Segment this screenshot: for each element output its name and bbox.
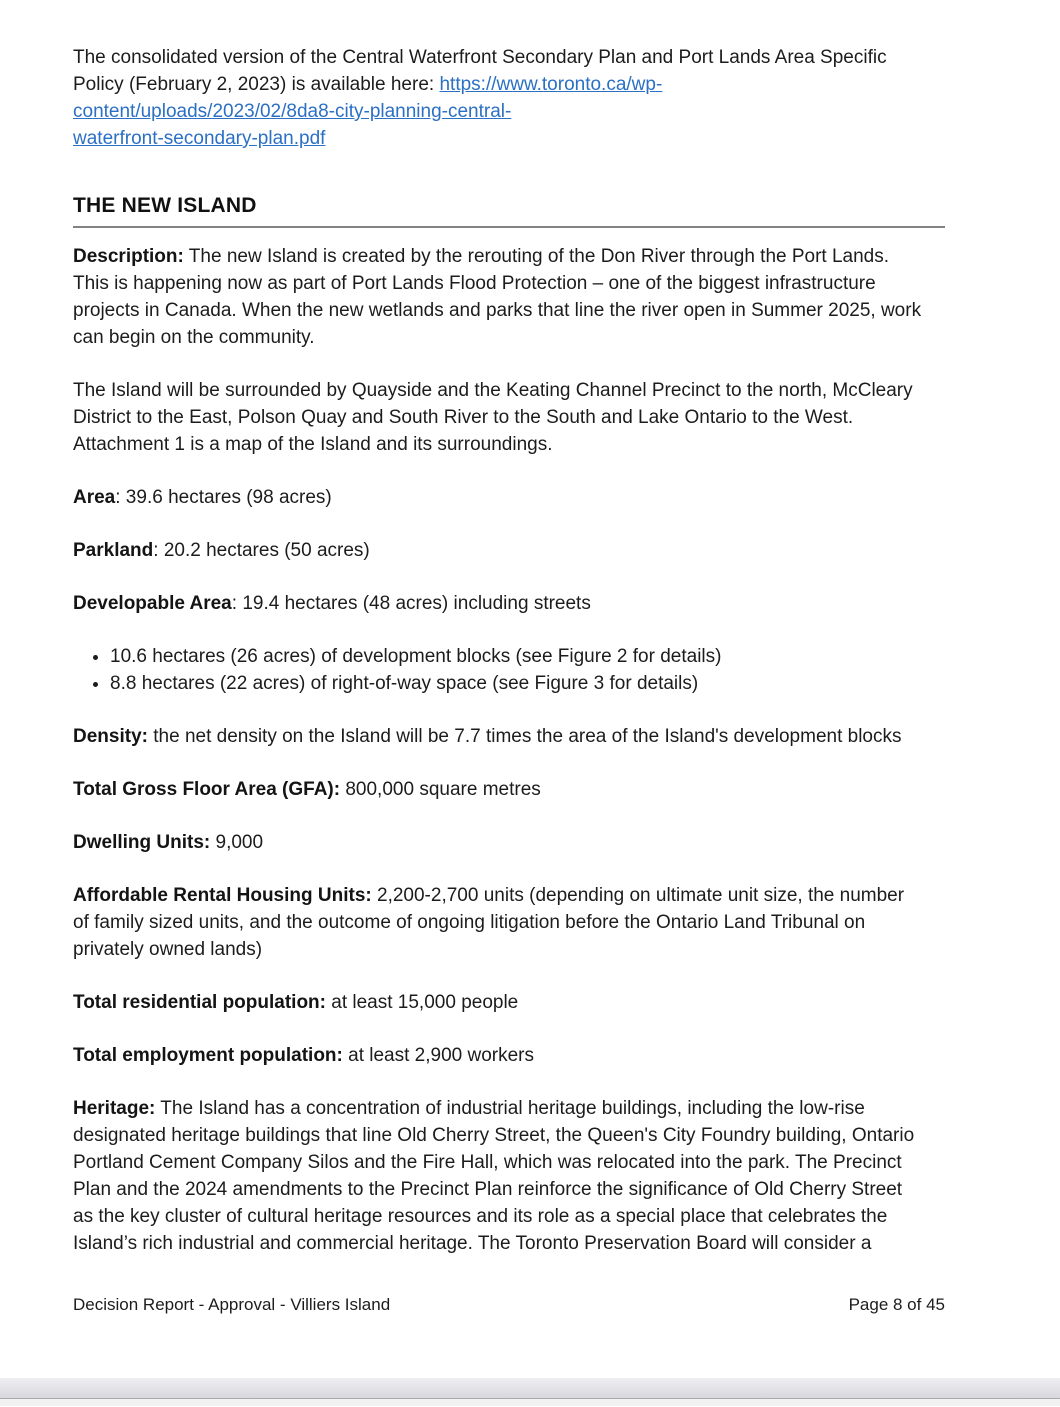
heritage-paragraph — [73, 1095, 925, 1257]
section-rule — [73, 226, 945, 228]
affordable-units-value: 2,200-2,700 units (depending on ultimate unit size, the number of family sized units, and the outcome of ongoing litigation before the Ontario Land Tribunal on privately owned lands) — [73, 885, 905, 960]
bullet-right-of-way: • 8.8 hectares (22 acres) of right-of-way space (see Figure 3 for details) — [110, 670, 925, 697]
affordable-units-label: Affordable Rental Housing Units: — [73, 885, 372, 906]
secondary-plan-link-line1[interactable]: https://www.toronto.ca/wp-content/uploads/2023/02/8da8-city-planning-central- — [73, 74, 663, 122]
parkland-stat — [73, 537, 925, 564]
page-content — [73, 44, 960, 1283]
dwelling-units-label: Dwelling Units: — [73, 832, 211, 853]
employment-population-value: at least 2,900 workers — [342, 1045, 535, 1066]
description-paragraph — [73, 243, 925, 351]
area-label: Area — [73, 487, 116, 508]
employment-population-label: Total employment population: — [73, 1045, 343, 1066]
page-gap-bar — [0, 1378, 1060, 1399]
density-stat — [73, 723, 925, 750]
dwelling-units-value: 9,000 — [210, 832, 264, 853]
density-value: the net density on the Island will be 7.7 times the area of the Island's development blocks — [147, 726, 902, 747]
developable-area-value: : 19.4 hectares (48 acres) including streets — [231, 593, 591, 614]
heritage-label: Heritage: — [73, 1098, 156, 1119]
secondary-plan-link-line2[interactable]: waterfront-secondary-plan.pdf — [73, 128, 326, 149]
footer-page-number: Page 8 of 45 — [848, 1295, 945, 1314]
gfa-value: 800,000 square metres — [340, 779, 541, 800]
heritage-text: The Island has a concentration of industrial heritage buildings, including the low-rise designated heritage buildings that line Old Cherry Street, the Queen's City Foundry building, Ontario Portland Cement Company Silos and the Fire Hall, which was relocated into the park. The Precinct Plan and the 2024 amendments to the Precinct Plan reinforce the significance of Old Cherry Street as the key cluster of cultural heritage resources and its role as a special place that celebrates the Island’s rich industrial and commercial heritage. The Toronto Preservation Board will consider a — [73, 1098, 915, 1254]
surroundings-paragraph — [73, 377, 925, 458]
description-label: Description: — [73, 246, 184, 267]
description-text: The new Island is created by the rerouting of the Don River through the Port Lands. This is happening now as part of Port Lands Flood Protection – one of the biggest infrastructure projects in Canada. When the new wetlands and parks that line the river open in Summer 2025, work can begin on the community. — [73, 246, 922, 348]
developable-bullet-list — [73, 643, 925, 697]
intro-text: The consolidated version of the Central Waterfront Secondary Plan and Port Lands Area Specific Policy (February 2, 2023) is available here: — [73, 47, 887, 95]
area-stat — [73, 484, 925, 511]
footer-report-title: Decision Report - Approval - Villiers Island — [73, 1295, 391, 1314]
density-label: Density: — [73, 726, 148, 747]
employment-population-stat — [73, 1042, 925, 1069]
parkland-label: Parkland — [73, 540, 154, 561]
residential-population-value: at least 15,000 people — [325, 992, 519, 1013]
area-value: : 39.6 hectares (98 acres) — [115, 487, 332, 508]
residential-population-stat — [73, 989, 925, 1016]
parkland-value: : 20.2 hectares (50 acres) — [153, 540, 370, 561]
developable-area-stat — [73, 590, 925, 617]
next-page-edge — [0, 1399, 1060, 1406]
gfa-label: Total Gross Floor Area (GFA): — [73, 779, 341, 800]
surroundings-text: The Island will be surrounded by Quayside and the Keating Channel Precinct to the north, McCleary District to the East, Polson Quay and South River to the South and Lake Ontario to the West. Attachment 1 is a map of the Island and its surroundings. — [73, 380, 913, 455]
section-heading: THE NEW ISLAND — [73, 194, 257, 217]
residential-population-label: Total residential population: — [73, 992, 326, 1013]
affordable-units-stat — [73, 882, 925, 963]
developable-area-label: Developable Area — [73, 593, 232, 614]
intro-paragraph — [73, 44, 918, 152]
gfa-stat — [73, 776, 925, 803]
bullet-development-blocks: • 10.6 hectares (26 acres) of development blocks (see Figure 2 for details) — [110, 643, 925, 670]
page-footer — [73, 1294, 945, 1316]
page-gap — [0, 1378, 1060, 1407]
dwelling-units-stat — [73, 829, 925, 856]
